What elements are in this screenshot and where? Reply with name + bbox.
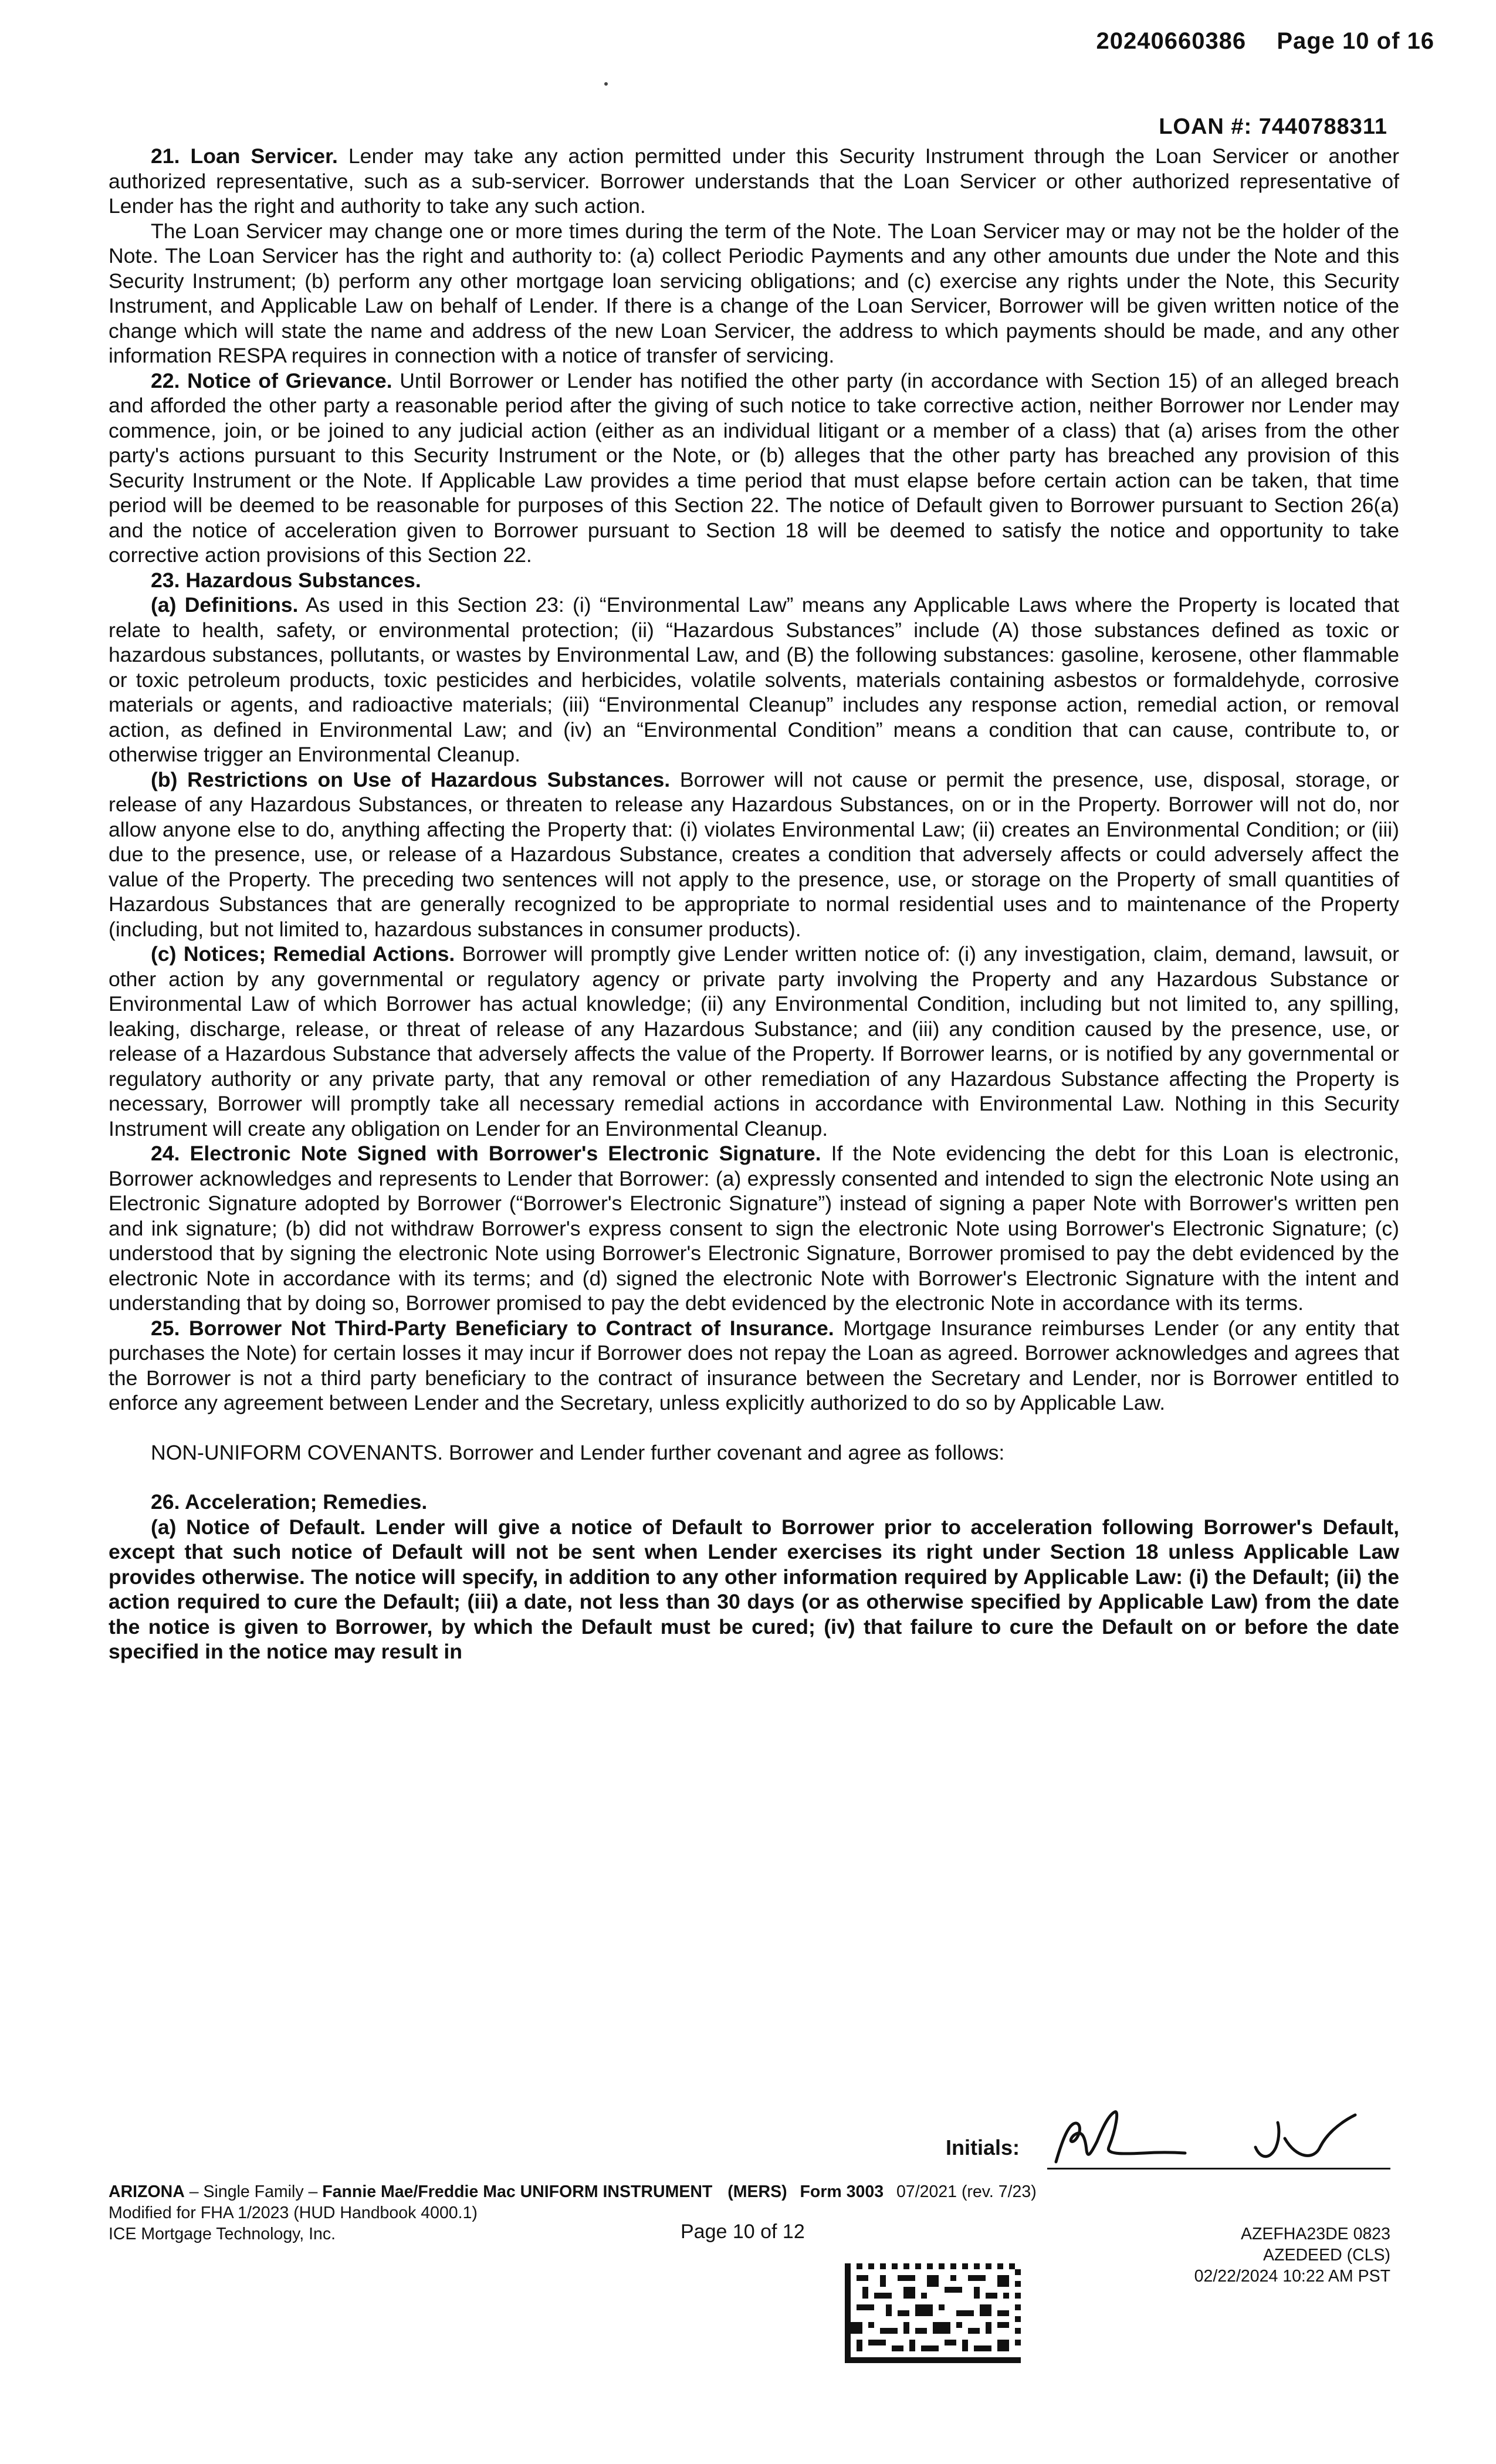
section-26-heading-text: 26. Acceleration; Remedies.: [151, 1490, 428, 1514]
section-21-para-2: The Loan Servicer may change one or more times during the term of the Note. The Loan Servicer may or may not be the holder of the Note. The Loan Servicer has the right and authority to: (a) collect Periodic Payments and any other amounts due under the Note and this Security Instrument; (b) perform any other mortgage loan servicing obligations; and (c) exercise any rights under the Note, this Security Instrument, and Applicable Law on behalf of Lender. If there is a change of the Loan Servicer, Borrower will be given written notice of the change which will state the name and address of the new Loan Servicer, the address to which payments should be made, and any other information RESPA requires in connection with a notice of transfer of servicing.: [109, 219, 1399, 367]
recording-header: [1096, 28, 1434, 55]
section-23b-text: Borrower will not cause or permit the presence, use, disposal, storage, or release of any Hazardous Substances, or threaten to release any Hazardous Substances, on or in the Property. Borrower will not do, nor allow anyone else to do, anything affecting the Property that: (i) violates Environmental Law; (ii) creates an Environmental Condition; or (iii) due to the presence, use, or release of a Hazardous Substance, creates a condition that adversely affects or could adversely affect the value of the Property. The preceding two sentences will not apply to the presence, use, or storage on the Property of small quantities of Hazardous Substances that are generally recognized to be appropriate to normal residential uses and to maintenance of the Property (including, but not limited to, hazardous substances in consumer products).: [109, 767, 1399, 941]
section-23-heading-text: 23. Hazardous Substances.: [151, 568, 421, 592]
form-revision: 07/2021 (rev. 7/23): [896, 2182, 1037, 2201]
document-body: [109, 144, 1399, 1664]
section-25-heading: 25. Borrower Not Third-Party Beneficiary to Contract of Insurance.: [151, 1316, 834, 1340]
section-23b-heading: (b) Restrictions on Use of Hazardous Substances.: [151, 767, 671, 791]
section-25: [109, 1316, 1399, 1416]
initials-line: [1047, 2168, 1390, 2169]
barcode-icon: [845, 2263, 1021, 2363]
section-22: [109, 368, 1399, 568]
section-23c-text: Borrower will promptly give Lender written notice of: (i) any investigation, claim, demand, lawsuit, or other action by any governmental or regulatory agency or private party involving the Property and any Hazardous Substance or Environmental Law of which Borrower has actual knowledge; (ii) any Environmental Condition, including but not limited to, any spilling, leaking, discharge, release, or threat of release of any Hazardous Substance; and (iii) any condition caused by the presence, use, or release of a Hazardous Substance that adversely affects the value of the Property. If Borrower learns, or is notified by any governmental or regulatory authority or any private party, that any removal or other remediation of any Hazardous Substance affecting the Property is necessary, Borrower will promptly take all necessary remedial actions in accordance with Environmental Law. Nothing in this Security Instrument will create any obligation on Lender for an Environmental Cleanup.: [109, 942, 1399, 1140]
section-23c: [109, 942, 1399, 1141]
form-number: Form 3003: [800, 2182, 884, 2201]
recording-number: 20240660386: [1096, 28, 1247, 54]
form-desc: – Single Family –: [184, 2182, 323, 2201]
form-code-1: AZEFHA23DE 0823: [1240, 2225, 1390, 2243]
form-desc-bold: Fannie Mae/Freddie Mac UNIFORM INSTRUMENT: [322, 2182, 713, 2201]
section-23-heading: [109, 568, 1399, 593]
recording-page-label: Page 10 of 16: [1277, 28, 1434, 54]
section-23a: [109, 593, 1399, 767]
form-footer: [109, 2181, 1037, 2245]
form-timestamp: 02/22/2024 10:22 AM PST: [1194, 2267, 1390, 2286]
borrower-initials-1: [1050, 2106, 1226, 2171]
form-state: ARIZONA: [109, 2182, 185, 2201]
section-21-text: Lender may take any action permitted under this Security Instrument through the Loan Servicer or another authorized representative, such as a sub-servicer. Borrower understands that the Loan Servicer or other authorized representative of Lender has the right and authority to take any such action.: [109, 144, 1399, 218]
form-identification: [109, 2181, 1037, 2202]
form-codes: [1194, 2223, 1390, 2287]
scan-speck: [604, 82, 608, 86]
section-22-text: Until Borrower or Lender has notified the other party (in accordance with Section 15) of an alleged breach and afforded the other party a reasonable period after the giving of such notice to take corrective action, neither Borrower nor Lender may commence, join, or be joined to any judicial action (either as an individual litigant or a member of a class) that (a) arises from the other party's actions pursuant to this Security Instrument or the Note, or (b) alleges that the other party has breached any provision of this Security Instrument or the Note. If Applicable Law provides a time period that must elapse before certain action can be taken, that time period will be deemed to be reasonable for purposes of this Section 22. The notice of Default given to Borrower pursuant to Section 26(a) and the notice of acceleration given to Borrower pursuant to Section 18 will be deemed to satisfy the notice and opportunity to take corrective action provisions of this Section 22.: [109, 368, 1399, 567]
section-26-heading: [109, 1490, 1399, 1515]
section-24: [109, 1141, 1399, 1316]
section-25-text: Mortgage Insurance reimburses Lender (or any entity that purchases the Note) for certain losses it may incur if Borrower does not repay the Loan as agreed. Borrower acknowledges and agrees that the Borrower is not a third party beneficiary to the contract of insurance between the Secretary and Lender, nor is Borrower entitled to enforce any agreement between Lender and the Secretary, unless explicitly authorized to do so by Applicable Law.: [109, 1316, 1399, 1414]
form-mers: (MERS): [727, 2182, 787, 2201]
non-uniform-covenants: NON-UNIFORM COVENANTS. Borrower and Lender further covenant and agree as follows:: [151, 1440, 1005, 1464]
section-24-heading: 24. Electronic Note Signed with Borrower's Electronic Signature.: [151, 1142, 821, 1165]
section-22-heading: 22. Notice of Grievance.: [151, 368, 392, 392]
spacer: [109, 1416, 1399, 1440]
loan-number: LOAN #: 7440788311: [1159, 114, 1387, 139]
form-page-number: Page 10 of 12: [681, 2221, 805, 2243]
section-24-text: If the Note evidencing the debt for this Loan is electronic, Borrower acknowledges and represents to Lender that Borrower: (a) expressly consented and intended to sign the electronic Note using an Electronic Signature adopted by Borrower (“Borrower's Electronic Signature”) instead of signing a paper Note with Borrower's written pen and ink signature; (b) did not withdraw Borrower's express consent to sign the electronic Note using Borrower's Electronic Signature; (c) understood that by signing the electronic Note using Borrower's Electronic Signature, Borrower promised to pay the debt evidenced by the electronic Note in accordance with its terms; and (d) signed the electronic Note with Borrower's Electronic Signature with the intent and understanding that by doing so, Borrower promised to pay the debt evidenced by the electronic Note in accordance with its terms.: [109, 1142, 1399, 1315]
section-21: [109, 144, 1399, 219]
section-23b: [109, 767, 1399, 942]
form-code-2: AZEDEED (CLS): [1263, 2246, 1390, 2265]
section-26a: (a) Notice of Default. Lender will give a notice of Default to Borrower prior to acceleration following Borrower's Default, except that such notice of Default will not be sent when Lender exercises its right under Section 18 unless Applicable Law provides otherwise. The notice will specify, in addition to any other information required by Applicable Law: (i) the Default; (ii) the action required to cure the Default; (iii) a date, not less than 30 days (or as otherwise specified by Applicable Law) from the date the notice is given to Borrower, by which the Default must be cured; (iv) that failure to cure the Default on or before the date specified in the notice may result in: [109, 1515, 1399, 1663]
section-23a-text: As used in this Section 23: (i) “Environmental Law” means any Applicable Laws where the Property is located that relate to health, safety, or environmental protection; (ii) “Hazardous Substances” include (A) those substances defined as toxic or hazardous substances, pollutants, or wastes by Environmental Law, and (B) the following substances: gasoline, kerosene, other flammable or toxic petroleum products, toxic pesticides and herbicides, volatile solvents, materials containing asbestos or formaldehyde, corrosive materials or agents, and radioactive materials; (iii) “Environmental Cleanup” includes any response action, remedial action, or removal action, as defined in Environmental Law; and (iv) an “Environmental Condition” means a condition that can cause, contribute to, or otherwise trigger an Environmental Cleanup.: [109, 593, 1399, 766]
borrower-initials-2: [1244, 2106, 1379, 2171]
form-modified: Modified for FHA 1/2023 (HUD Handbook 4000.1): [109, 2204, 478, 2222]
section-23a-heading: (a) Definitions.: [151, 593, 299, 617]
section-21-heading: 21. Loan Servicer.: [151, 144, 338, 168]
initials-label: Initials:: [946, 2135, 1020, 2160]
spacer: [109, 1465, 1399, 1490]
form-vendor: ICE Mortgage Technology, Inc.: [109, 2225, 336, 2243]
section-23c-heading: (c) Notices; Remedial Actions.: [151, 942, 455, 966]
